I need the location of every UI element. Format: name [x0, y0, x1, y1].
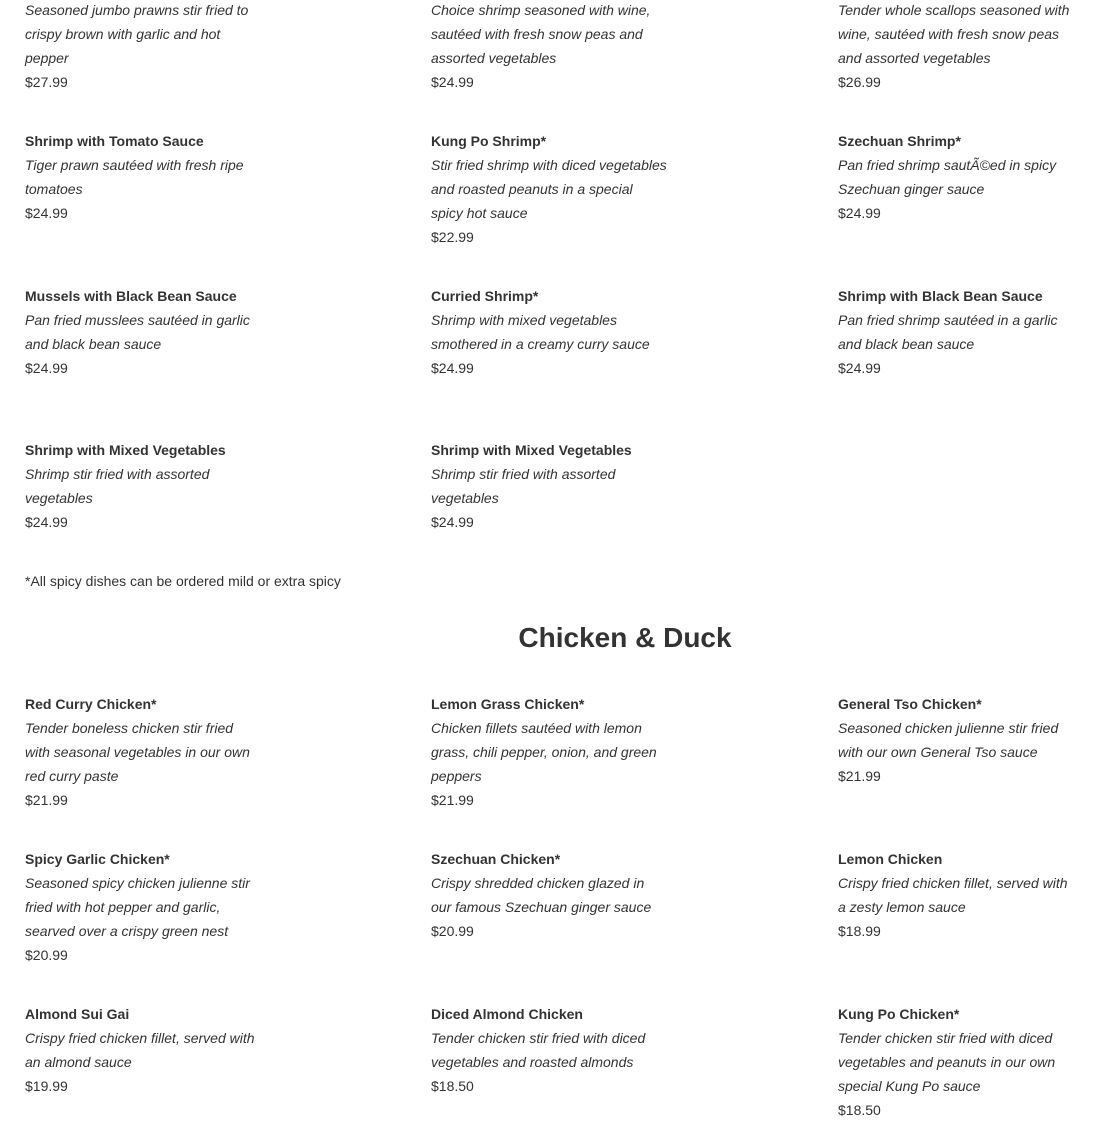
item-name: Shrimp with Black Bean Sauce — [838, 288, 1043, 304]
item-price: $24.99 — [431, 74, 474, 90]
item-price: $18.50 — [431, 1078, 474, 1094]
item-description: Crispy fried chicken fillet, served with an almond sauce — [25, 1030, 255, 1070]
menu-item — [431, 0, 667, 94]
item-price: $24.99 — [25, 360, 68, 376]
item-name: Kung Po Chicken* — [838, 1006, 960, 1022]
item-price: $24.99 — [431, 514, 474, 530]
menu-item — [431, 847, 667, 943]
item-description: Crispy fried chicken fillet, served with a zesty lemon sauce — [838, 875, 1068, 915]
item-description: Tender chicken stir fried with diced vegetables and roasted almonds — [431, 1030, 646, 1070]
item-name: Szechuan Chicken* — [431, 851, 561, 867]
menu-item — [25, 284, 261, 380]
menu-item — [838, 1002, 1074, 1122]
item-name: General Tso Chicken* — [838, 696, 982, 712]
item-name: Shrimp with Tomato Sauce — [25, 133, 204, 149]
item-name: Diced Almond Chicken — [431, 1006, 583, 1022]
item-name: Szechuan Shrimp* — [838, 133, 961, 149]
item-price: $18.99 — [838, 923, 881, 939]
item-price: $20.99 — [431, 923, 474, 939]
item-description: Crispy shredded chicken glazed in our famous Szechuan ginger sauce — [431, 875, 652, 915]
item-description: Shrimp stir fried with assorted vegetables — [431, 466, 616, 506]
item-description: Tiger prawn sautéed with fresh ripe tomatoes — [25, 157, 244, 197]
item-description: Pan fried shrimp sautÃ©ed in spicy Szechuan ginger sauce — [838, 157, 1057, 197]
menu-item — [25, 438, 261, 534]
item-description: Tender chicken stir fried with diced vegetables and peanuts in our own special Kung Po sauce — [838, 1030, 1056, 1094]
spicy-note: *All spicy dishes can be ordered mild or extra spicy — [25, 573, 341, 589]
item-name: Red Curry Chicken* — [25, 696, 157, 712]
item-price: $18.50 — [838, 1102, 881, 1118]
item-price: $24.99 — [838, 360, 881, 376]
item-name: Almond Sui Gai — [25, 1006, 130, 1022]
menu-item — [838, 0, 1074, 94]
item-description: Seasoned spicy chicken julienne stir fried with hot pepper and garlic, searved over a crispy green nest — [25, 875, 250, 939]
item-price: $20.99 — [25, 947, 68, 963]
item-name: Mussels with Black Bean Sauce — [25, 288, 237, 304]
item-description: Pan fried shrimp sautéed in a garlic and black bean sauce — [838, 312, 1058, 352]
item-name: Kung Po Shrimp* — [431, 133, 547, 149]
item-description: Shrimp with mixed vegetables smothered in a creamy curry sauce — [431, 312, 650, 352]
menu-item — [431, 692, 667, 812]
menu-item — [25, 129, 261, 225]
menu-item — [431, 129, 667, 249]
item-description: Tender boneless chicken stir fried with seasonal vegetables in our own red curry paste — [25, 720, 250, 784]
item-name: Shrimp with Mixed Vegetables — [431, 442, 632, 458]
item-price: $22.99 — [431, 229, 474, 245]
item-description: Stir fried shrimp with diced vegetables and roasted peanuts in a special spicy hot sauce — [431, 157, 667, 221]
item-price: $24.99 — [838, 205, 881, 221]
item-price: $24.99 — [431, 360, 474, 376]
menu-item — [25, 692, 261, 812]
item-name: Lemon Grass Chicken* — [431, 696, 585, 712]
item-price: $27.99 — [25, 74, 68, 90]
item-description: Shrimp stir fried with assorted vegetables — [25, 466, 210, 506]
menu-item — [431, 284, 667, 380]
item-name: Shrimp with Mixed Vegetables — [25, 442, 226, 458]
menu-item — [838, 284, 1074, 380]
item-description: Chicken fillets sautéed with lemon grass, chili pepper, onion, and green peppers — [431, 720, 657, 784]
item-name: Curried Shrimp* — [431, 288, 539, 304]
menu-item — [838, 847, 1074, 943]
item-description: Tender whole scallops seasoned with wine, sautéed with fresh snow peas and assorted vegetables — [838, 2, 1070, 66]
item-name: Spicy Garlic Chicken* — [25, 851, 170, 867]
menu-item — [838, 692, 1074, 788]
item-price: $24.99 — [25, 514, 68, 530]
menu-item — [431, 438, 667, 534]
menu-item — [25, 1002, 261, 1098]
item-price: $21.99 — [838, 768, 881, 784]
item-price: $19.99 — [25, 1078, 68, 1094]
item-price: $24.99 — [25, 205, 68, 221]
menu-item — [431, 1002, 667, 1098]
item-price: $26.99 — [838, 74, 881, 90]
item-description: Seasoned jumbo prawns stir fried to crispy brown with garlic and hot pepper — [25, 2, 249, 66]
menu-item — [838, 129, 1074, 225]
item-price: $21.99 — [431, 792, 474, 808]
menu-item — [25, 847, 261, 967]
menu-item — [25, 0, 261, 94]
item-name: Lemon Chicken — [838, 851, 943, 867]
item-price: $21.99 — [25, 792, 68, 808]
item-description: Choice shrimp seasoned with wine, sautéed with fresh snow peas and assorted vegetables — [431, 2, 651, 66]
section-title: Chicken & Duck — [518, 622, 732, 653]
item-description: Pan fried musslees sautéed in garlic and black bean sauce — [25, 312, 250, 352]
item-description: Seasoned chicken julienne stir fried with our own General Tso sauce — [838, 720, 1059, 760]
